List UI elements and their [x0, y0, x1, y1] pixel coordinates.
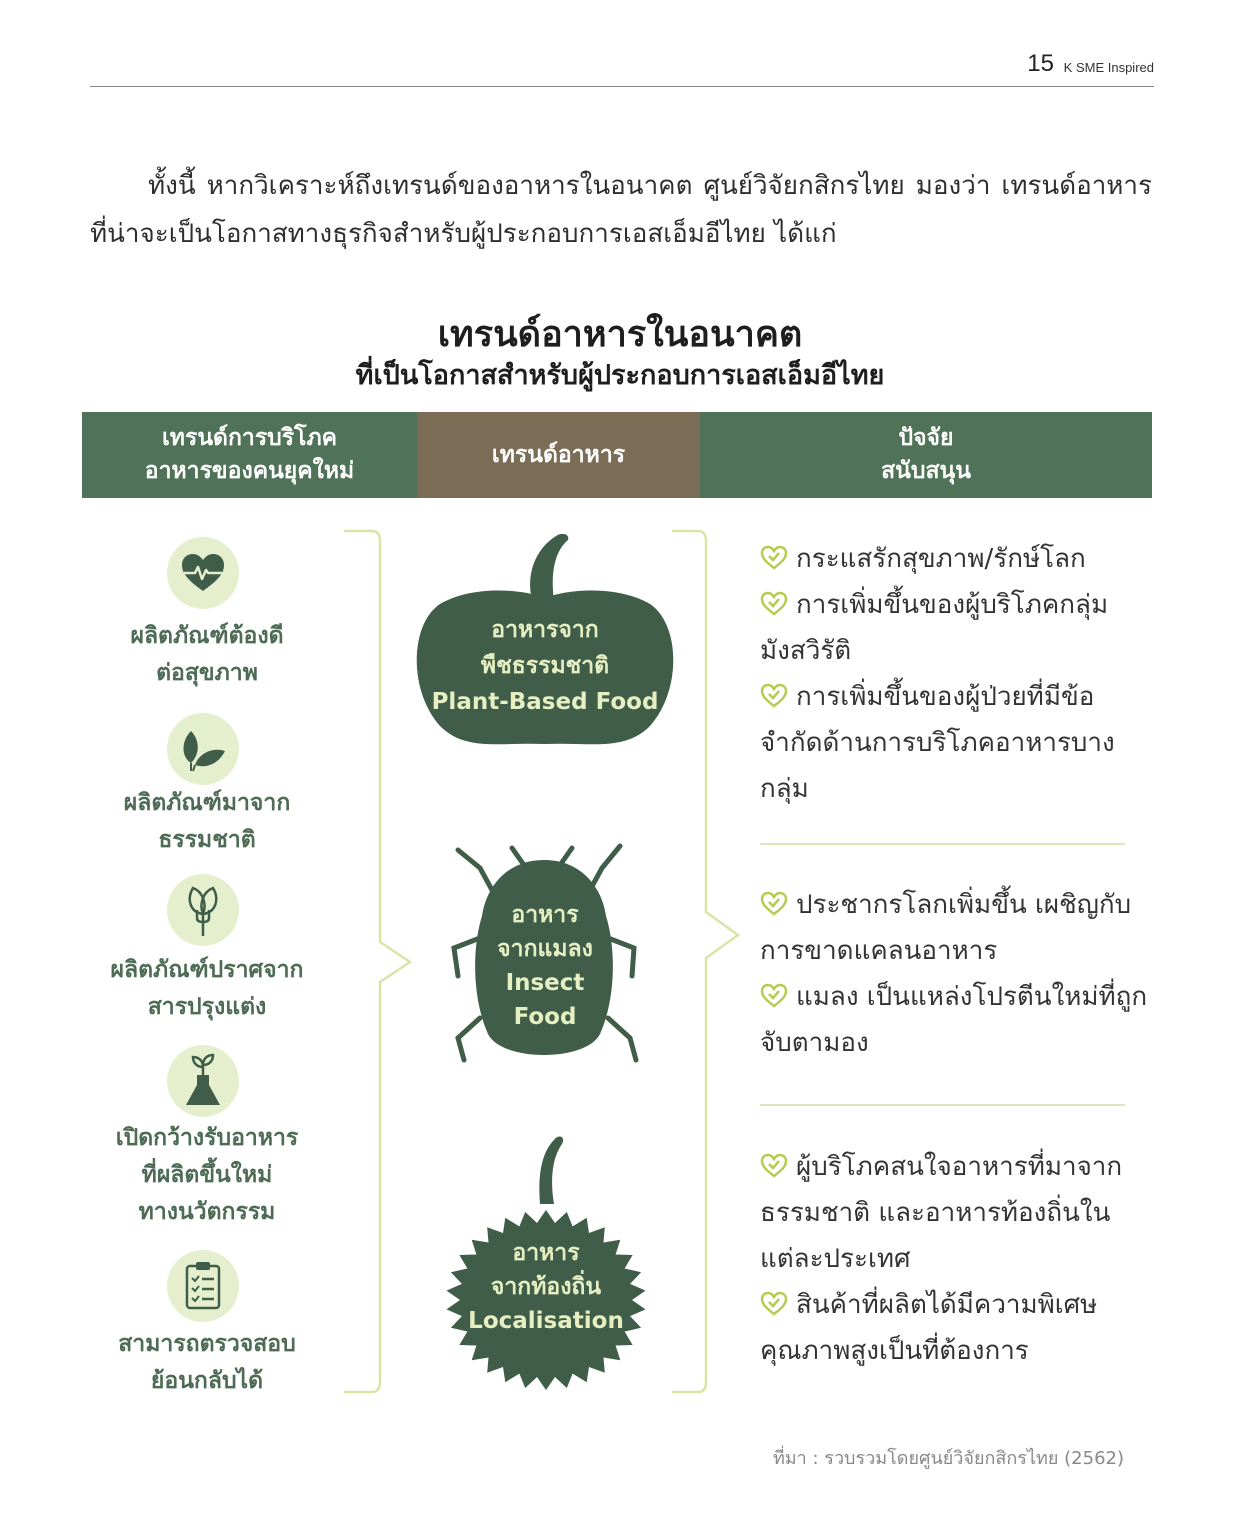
support-factor-text: แมลง เป็นแหล่งโปรตีนใหม่ที่ถูกจับตามอง	[760, 982, 1148, 1058]
factor-divider	[760, 1104, 1125, 1106]
publication-name: K SME Inspired	[1063, 60, 1154, 75]
support-factor	[760, 882, 1152, 974]
flask-sprout-icon	[167, 1045, 239, 1117]
food-trend-insect-line-2: จากแมลง	[497, 936, 593, 962]
heart-check-icon	[760, 891, 788, 917]
consumption-trend-no-additives-line-2: สารปรุงแต่ง	[147, 994, 267, 1020]
source-note: ที่มา : รวบรวมโดยศูนย์วิจัยกสิกรไทย (2562)	[772, 1448, 1124, 1469]
consumption-trend-innovation	[82, 1120, 332, 1231]
support-factor-text: สินค้าที่ผลิตได้มีความพิเศษคุณภาพสูงเป็นที่ต้องการ	[760, 1290, 1098, 1366]
column-header-consumption-line-2: อาหารของคนยุคใหม่	[144, 458, 355, 484]
consumption-trend-no-additives-line-1: ผลิตภัณฑ์ปราศจาก	[110, 957, 304, 983]
support-factors-plant-based	[760, 536, 1152, 812]
food-trend-insect	[445, 898, 645, 1034]
heart-check-icon	[760, 545, 788, 571]
consumption-trend-natural	[82, 785, 332, 859]
consumption-trend-traceability	[82, 1326, 332, 1400]
support-factor	[760, 674, 1152, 812]
food-trend-insect-line-1: อาหาร	[511, 902, 579, 928]
support-factor-text: ผู้บริโภคสนใจอาหารที่มาจากธรรมชาติ และอาหารท้องถิ่นในแต่ละประเทศ	[760, 1152, 1123, 1274]
food-trend-plant-based-line-1: อาหารจาก	[491, 617, 599, 643]
support-factor	[760, 1282, 1152, 1374]
support-factor-text: กระแสรักสุขภาพ/รักษ์โลก	[796, 544, 1086, 574]
food-trend-local-line-2: จากท้องถิ่น	[490, 1274, 602, 1300]
heart-check-icon	[760, 683, 788, 709]
consumption-trend-natural-line-2: ธรรมชาติ	[158, 827, 256, 853]
support-factor-text: การเพิ่มขึ้นของผู้บริโภคกลุ่มมังสวิรัติ	[760, 590, 1109, 666]
consumption-trend-health-line-2: ต่อสุขภาพ	[156, 660, 258, 686]
food-trend-insect-line-4: Food	[513, 1004, 577, 1030]
support-factors-local	[760, 1144, 1152, 1374]
title-line-1: เทรนด์อาหารในอนาคต	[437, 314, 803, 355]
heart-check-icon	[760, 1153, 788, 1179]
heart-check-icon	[760, 983, 788, 1009]
food-trend-plant-based	[420, 612, 670, 720]
support-factor	[760, 1144, 1152, 1282]
consumption-trend-natural-line-1: ผลิตภัณฑ์มาจาก	[123, 790, 291, 816]
column-header-support-line-2: สนับสนุน	[881, 458, 971, 484]
food-trend-local	[450, 1236, 642, 1338]
support-factor	[760, 974, 1152, 1066]
intro-text: ทั้งนี้ หากวิเคราะห์ถึงเทรนด์ของอาหารในอนาคต ศูนย์วิจัยกสิกรไทย มองว่า เทรนด์อาหารที่น่าจะเป็นโอกาสทางธุรกิจสำหรับผู้ประกอบการเอสเอ็มอีไทย ได้แก่	[90, 171, 1152, 249]
leaves-icon	[167, 713, 239, 785]
consumption-trend-innovation-line-1: เปิดกว้างรับอาหาร	[115, 1125, 299, 1151]
consumption-trend-innovation-line-2: ที่ผลิตขึ้นใหม่	[141, 1162, 273, 1188]
fork-leaf-icon	[167, 874, 239, 946]
food-trend-local-line-1: อาหาร	[512, 1240, 580, 1266]
consumption-trend-innovation-line-3: ทางนวัตกรรม	[138, 1199, 276, 1225]
food-trend-local-line-3: Localisation	[468, 1308, 624, 1334]
heart-check-icon	[760, 591, 788, 617]
heart-pulse-icon	[167, 537, 239, 609]
heart-check-icon	[760, 1291, 788, 1317]
support-factors-insect	[760, 882, 1152, 1066]
right-bracket	[672, 531, 738, 1392]
support-factor-text: ประชากรโลกเพิ่มขึ้น เผชิญกับการขาดแคลนอาหาร	[760, 890, 1132, 966]
consumption-trend-health-line-1: ผลิตภัณฑ์ต้องดี	[130, 623, 284, 649]
food-trend-insect-line-3: Insect	[505, 970, 585, 996]
left-bracket	[344, 531, 410, 1392]
consumption-trend-traceability-line-1: สามารถตรวจสอบ	[118, 1331, 296, 1357]
food-trend-plant-based-line-2: พืชธรรมชาติ	[480, 653, 610, 679]
consumption-trend-no-additives	[82, 952, 332, 1026]
column-header-food-label: เทรนด์อาหาร	[491, 441, 626, 468]
page-number: 15	[1027, 50, 1054, 77]
food-trend-plant-based-line-3: Plant-Based Food	[431, 689, 659, 715]
title-line-2: ที่เป็นโอกาสสำหรับผู้ประกอบการเอสเอ็มอีไทย	[355, 360, 885, 391]
column-header-consumption-line-1: เทรนด์การบริโภค	[161, 425, 338, 451]
support-factor	[760, 536, 1152, 582]
support-factor-text: การเพิ่มขึ้นของผู้ป่วยที่มีข้อจำกัดด้านการบริโภคอาหารบางกลุ่ม	[760, 682, 1115, 804]
support-factor	[760, 582, 1152, 674]
column-header-support-line-1: ปัจจัย	[898, 425, 954, 451]
consumption-trend-traceability-line-2: ย้อนกลับได้	[150, 1368, 264, 1394]
consumption-trend-health	[82, 618, 332, 692]
factor-divider	[760, 843, 1125, 845]
clipboard-checklist-icon	[167, 1250, 239, 1322]
